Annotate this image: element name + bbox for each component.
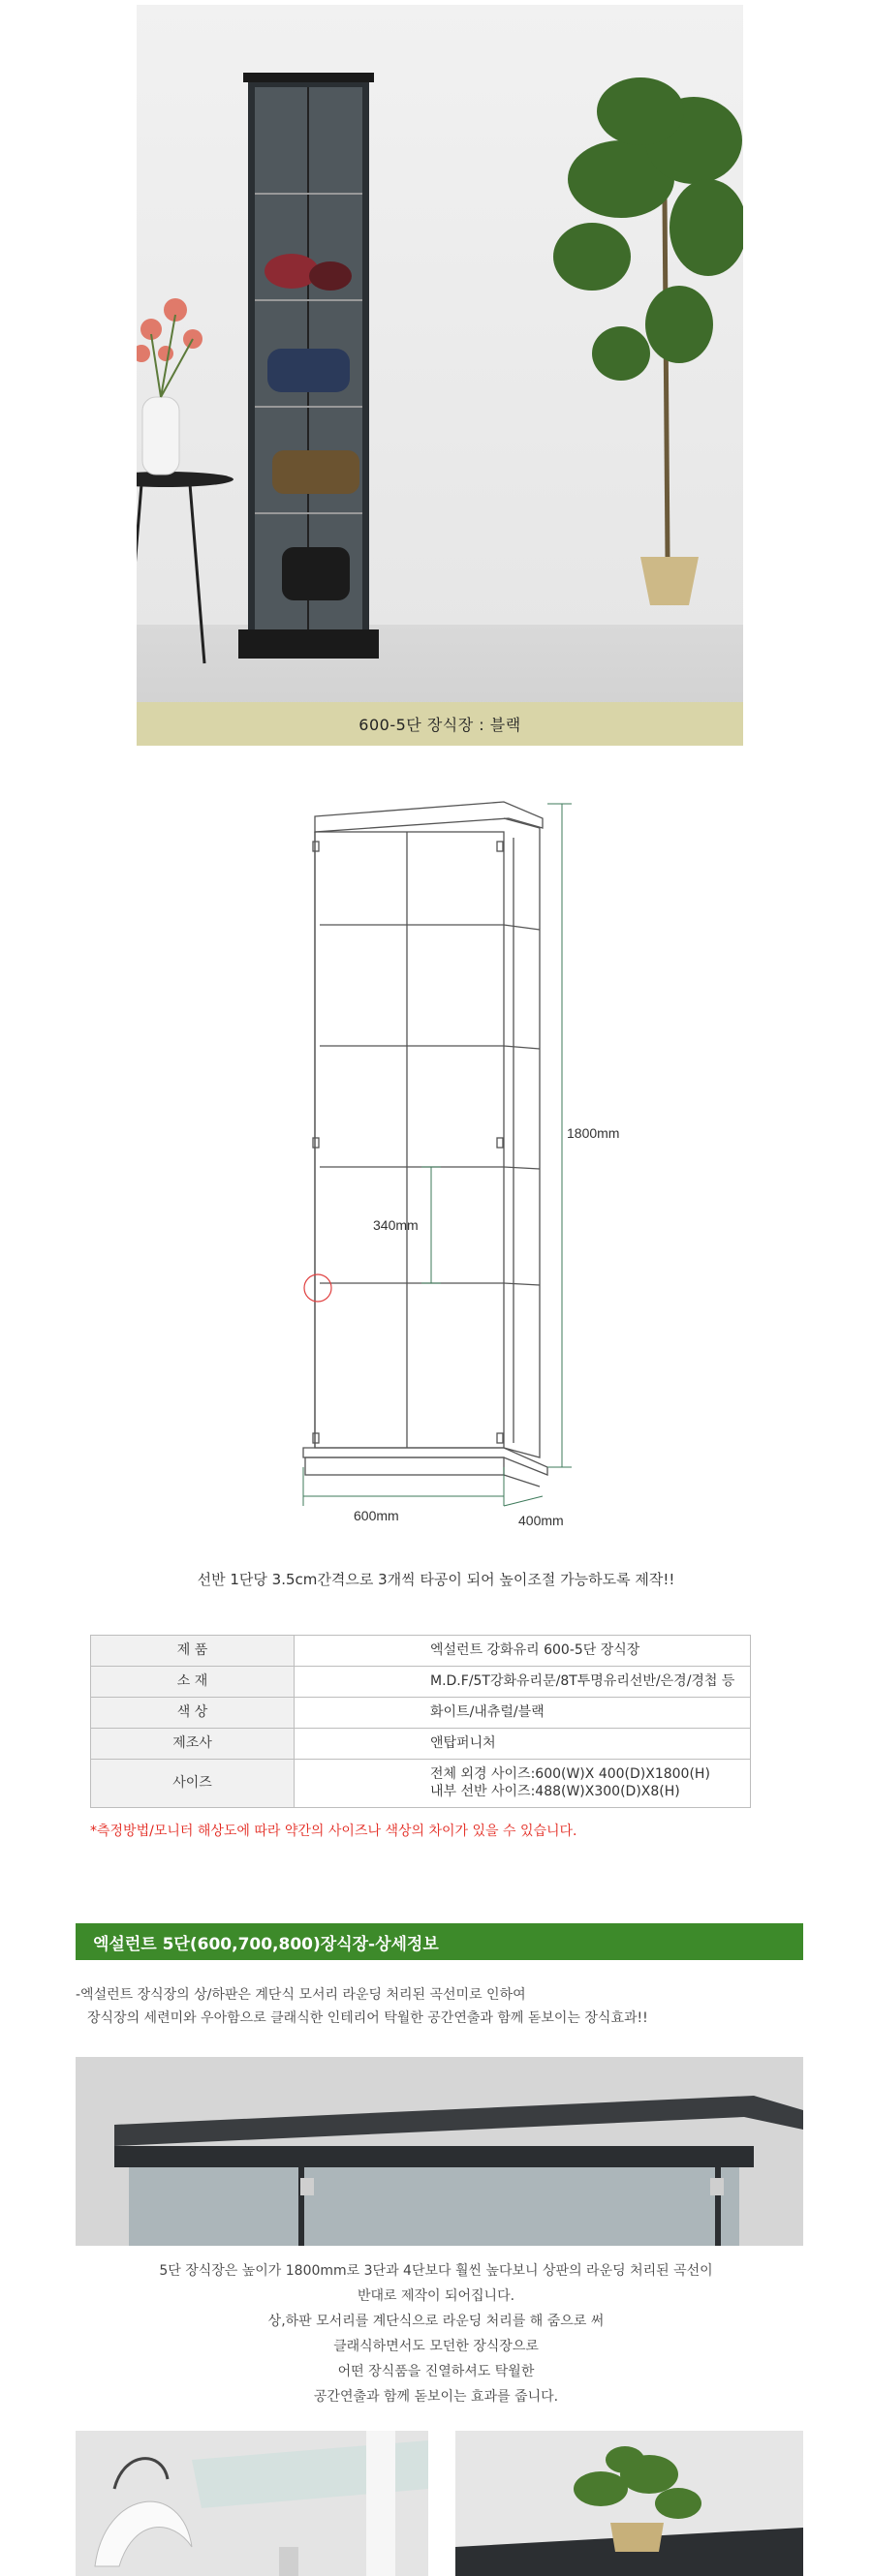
spec-key: 사이즈 — [91, 1759, 295, 1808]
crown-illustration — [76, 2057, 803, 2246]
spec-value: 화이트/내츄럴/블랙 — [295, 1697, 751, 1728]
spec-value: 엑설런트 강화유리 600-5단 장식장 — [295, 1636, 751, 1667]
hero-caption-bar — [137, 702, 743, 746]
shelf-gap-label: 340mm — [373, 1217, 419, 1233]
spec-key: 색 상 — [91, 1697, 295, 1728]
spec-row — [91, 1728, 751, 1759]
detail-description — [76, 1983, 831, 2030]
shelf-note: 선반 1단당 3.5cm간격으로 3개씩 타공이 되어 높이조절 가능하도록 제작!! — [197, 1571, 675, 1588]
spec-value: M.D.F/5T강화유리문/8T투명유리선반/은경/경첩 등 — [295, 1666, 751, 1697]
detail-mid-text — [0, 2258, 872, 2409]
mid-line: 반대로 제작이 되어집니다. — [357, 2288, 515, 2304]
mid-line: 5단 장식장은 높이가 1800mm로 3단과 4단보다 훨씬 높다보니 상판의 라운딩 처리된 곡선이 — [159, 2263, 713, 2279]
spec-value: 앤탑퍼니처 — [295, 1728, 751, 1759]
spec-row — [91, 1759, 751, 1808]
spec-key: 소 재 — [91, 1666, 295, 1697]
detail-photo-plant-top — [455, 2431, 803, 2576]
mid-line: 클래식하면서도 모던한 장식장으로 — [333, 2339, 539, 2354]
section-title: 엑설런트 5단(600,700,800)장식장-상세정보 — [93, 1934, 439, 1954]
detail-photo-shelf-vase — [76, 2431, 428, 2576]
width-label: 600mm — [354, 1508, 399, 1523]
mid-line: 공간연출과 함께 돋보이는 효과를 줍니다. — [313, 2389, 559, 2405]
depth-label: 400mm — [518, 1513, 564, 1528]
size-inner: 내부 선반 사이즈:488(W)X300(D)X8(H) — [430, 1784, 680, 1800]
spec-row — [91, 1697, 751, 1728]
hero-caption: 600-5단 장식장 : 블랙 — [358, 716, 521, 734]
measurement-warning: *측정방법/모니터 해상도에 따라 약간의 사이즈나 색상의 차이가 있을 수 있습니다. — [90, 1824, 577, 1839]
height-label: 1800mm — [567, 1125, 620, 1141]
desc-line: -엑설런트 장식장의 상/하판은 계단식 모서리 라운딩 처리된 곡선미로 인하여 — [76, 1987, 526, 2003]
spec-row — [91, 1636, 751, 1667]
spec-key: 제 품 — [91, 1636, 295, 1667]
mid-line: 어떤 장식품을 진열하셔도 탁월한 — [337, 2364, 535, 2379]
desc-line: 장식장의 세련미와 우아함으로 클래식한 인테리어 탁월한 공간연출과 함께 돋보이는 장식효과!! — [87, 2010, 648, 2026]
mid-line: 상,하판 모서리를 계단식으로 라운딩 처리를 해 줌으로 써 — [267, 2314, 605, 2329]
plant-top-illustration — [455, 2431, 803, 2576]
detail-photo-top-crown — [76, 2057, 803, 2246]
section-title-bar — [76, 1923, 803, 1960]
spec-table — [90, 1635, 751, 1808]
spec-value — [295, 1759, 751, 1808]
cabinet-illustration — [238, 73, 379, 659]
hero-product-photo — [137, 5, 743, 746]
size-outer: 전체 외경 사이즈:600(W)X 400(D)X1800(H) — [430, 1765, 710, 1782]
dimension-drawing — [286, 789, 635, 1535]
dimension-drawing-svg — [286, 789, 635, 1535]
shelf-vase-illustration — [76, 2431, 428, 2576]
spec-key: 제조사 — [91, 1728, 295, 1759]
plant-illustration — [553, 77, 743, 605]
spec-row — [91, 1666, 751, 1697]
hero-scene — [137, 5, 743, 702]
